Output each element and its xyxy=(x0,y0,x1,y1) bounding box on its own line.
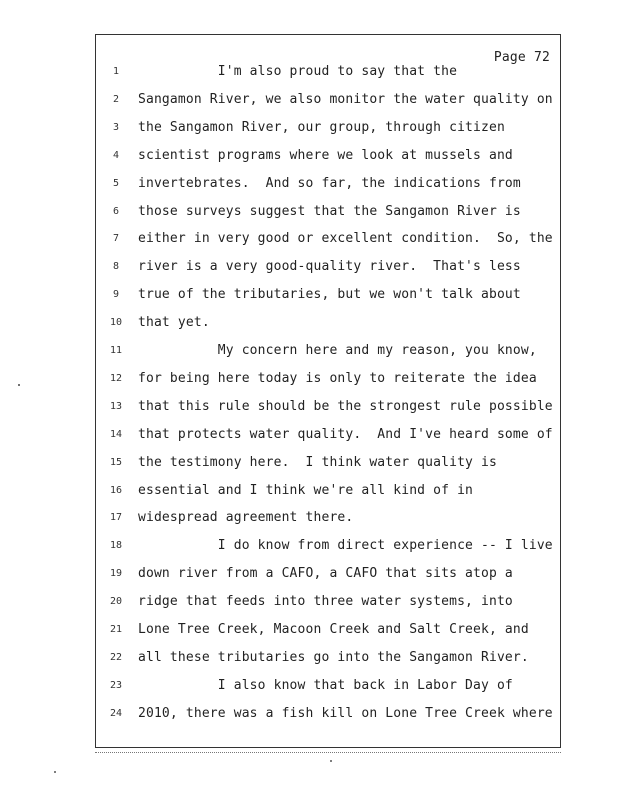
transcript-line: essential and I think we're all kind of in xyxy=(138,482,474,498)
transcript-line: I also know that back in Labor Day of xyxy=(138,677,513,693)
line-number: 6 xyxy=(112,205,120,217)
line-number: 22 xyxy=(109,651,123,663)
transcript-line: the testimony here. I think water quality is xyxy=(138,454,497,470)
line-number: 14 xyxy=(109,428,123,440)
line-number: 2 xyxy=(112,93,120,105)
transcript-line: that protects water quality. And I've heard some of xyxy=(138,426,553,442)
line-number: 13 xyxy=(109,400,123,412)
line-number: 8 xyxy=(112,261,120,273)
line-number: 18 xyxy=(109,540,123,552)
transcript-line: river is a very good-quality river. That's less xyxy=(138,259,521,275)
bottom-rule xyxy=(95,752,561,753)
transcript-line: Sangamon River, we also monitor the water quality on xyxy=(138,91,553,107)
line-number: 23 xyxy=(109,679,123,691)
transcript-line: widespread agreement there. xyxy=(138,510,354,526)
transcript-line: either in very good or excellent condition. So, the xyxy=(138,231,553,247)
line-number: 3 xyxy=(112,121,120,133)
transcript-line: I'm also proud to say that the xyxy=(138,64,458,79)
line-number: 15 xyxy=(109,456,123,468)
transcript-line: Lone Tree Creek, Macoon Creek and Salt Creek, and xyxy=(138,622,529,637)
transcript-line: invertebrates. And so far, the indications from xyxy=(138,175,521,191)
line-number: 11 xyxy=(109,345,123,356)
line-number: 20 xyxy=(109,596,123,608)
line-number: 1 xyxy=(112,66,120,77)
transcript-line: for being here today is only to reiterate the idea xyxy=(138,370,537,386)
line-number: 12 xyxy=(109,372,123,384)
scan-mark xyxy=(330,760,332,762)
transcript-line: scientist programs where we look at mussels and xyxy=(138,147,513,163)
line-number: 24 xyxy=(109,707,123,719)
transcript-line: the Sangamon River, our group, through citizen xyxy=(138,119,505,135)
line-number: 21 xyxy=(109,624,123,635)
transcript-page xyxy=(95,34,561,748)
page-number: Page 72 xyxy=(493,50,550,65)
transcript-line: true of the tributaries, but we won't talk about xyxy=(138,287,521,303)
line-number: 7 xyxy=(112,233,120,245)
transcript-line: ridge that feeds into three water systems, into xyxy=(138,594,513,610)
line-number: 16 xyxy=(109,484,123,496)
line-number: 10 xyxy=(109,317,123,329)
transcript-line: I do know from direct experience -- I live xyxy=(138,538,553,554)
line-number: 19 xyxy=(109,568,123,580)
transcript-line: 2010, there was a fish kill on Lone Tree Creek where xyxy=(138,705,553,721)
line-number: 9 xyxy=(112,289,120,301)
transcript-line: those surveys suggest that the Sangamon River is xyxy=(138,203,521,219)
line-number: 5 xyxy=(112,177,120,189)
transcript-line: that yet. xyxy=(138,315,210,331)
transcript-line: that this rule should be the strongest rule possible xyxy=(138,398,553,414)
line-number: 17 xyxy=(109,512,123,524)
scan-mark xyxy=(54,771,56,773)
line-number: 4 xyxy=(112,149,120,161)
transcript-line: My concern here and my reason, you know, xyxy=(138,343,537,358)
transcript-line: down river from a CAFO, a CAFO that sits atop a xyxy=(138,566,513,582)
transcript-line: all these tributaries go into the Sangamon River. xyxy=(138,649,529,665)
scan-mark xyxy=(18,384,20,386)
